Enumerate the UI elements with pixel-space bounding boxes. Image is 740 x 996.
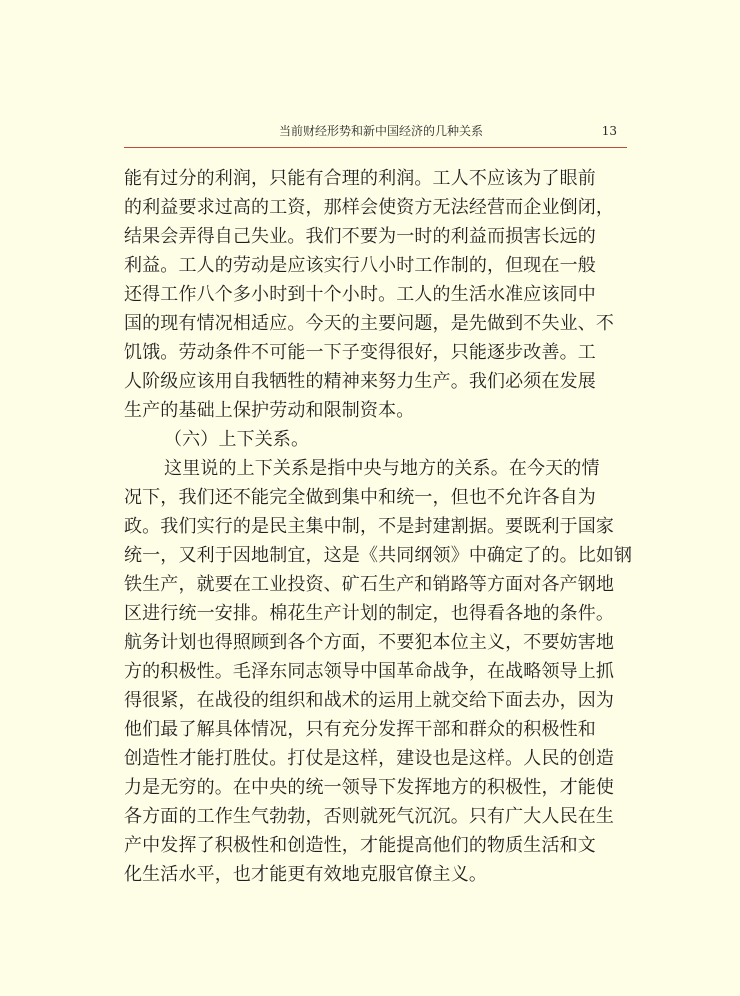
header-title: 当前财经形势和新中国经济的几种关系 xyxy=(278,124,483,138)
text-line-2: 的利益要求过高的工资，那样会使资方无法经营而企业倒闭， xyxy=(124,197,615,218)
text-line-16: 区进行统一安排。棉花生产计划的制定，也得看各地的条件。 xyxy=(124,603,615,624)
paragraph-start: 这里说的上下关系是指中央与地方的关系。在今天的情 xyxy=(164,458,600,479)
text-line-12: 况下，我们还不能完全做到集中和统一，但也不允许各自为 xyxy=(124,487,596,508)
text-line-7: 饥饿。劳动条件不可能一下子变得很好，只能逐步改善。工 xyxy=(124,342,596,363)
text-line-19: 得很紧，在战役的组织和战术的运用上就交给下面去办，因为 xyxy=(124,690,615,711)
main-text xyxy=(124,164,633,889)
text-line-13: 政。我们实行的是民主集中制，不是封建割据。要既利于国家 xyxy=(124,516,615,537)
text-line-20: 他们最了解具体情况，只有充分发挥干部和群众的积极性和 xyxy=(124,719,596,740)
text-line-6: 国的现有情况相适应。今天的主要问题，是先做到不失业、不 xyxy=(124,313,615,334)
text-line-14: 统一，又利于因地制宜，这是《共同纲领》中确定了的。比如钢 xyxy=(124,545,633,566)
text-line-24: 产中发挥了积极性和创造性，才能提高他们的物质生活和文 xyxy=(124,835,596,856)
text-line-1: 能有过分的利润，只能有合理的利润。工人不应该为了眼前 xyxy=(124,168,596,189)
section-heading: （六）上下关系。 xyxy=(164,429,310,450)
text-line-25: 化生活水平，也才能更有效地克服官僚主义。 xyxy=(124,864,487,885)
text-line-8: 人阶级应该用自我牺牲的精神来努力生产。我们必须在发展 xyxy=(124,371,596,392)
text-line-15: 铁生产，就要在工业投资、矿石生产和销路等方面对各产钢地 xyxy=(124,574,615,595)
text-line-22: 力是无穷的。在中央的统一领导下发挥地方的积极性，才能使 xyxy=(124,777,615,798)
text-line-23: 各方面的工作生气勃勃，否则就死气沉沉。只有广大人民在生 xyxy=(124,806,615,827)
text-line-5: 还得工作八个多小时到十个小时。工人的生活水准应该同中 xyxy=(124,284,596,305)
running-header xyxy=(124,121,627,148)
text-line-3: 结果会弄得自己失业。我们不要为一时的利益而损害长远的 xyxy=(124,226,596,247)
text-line-9: 生产的基础上保护劳动和限制资本。 xyxy=(124,400,415,421)
text-line-4: 利益。工人的劳动是应该实行八小时工作制的，但现在一般 xyxy=(124,255,596,276)
text-line-21: 创造性才能打胜仗。打仗是这样，建设也是这样。人民的创造 xyxy=(124,748,615,769)
text-line-17: 航务计划也得照顾到各个方面，不要犯本位主义，不要妨害地 xyxy=(124,632,615,653)
page-number: 13 xyxy=(601,124,617,138)
text-line-18: 方的积极性。毛泽东同志领导中国革命战争，在战略领导上抓 xyxy=(124,661,615,682)
